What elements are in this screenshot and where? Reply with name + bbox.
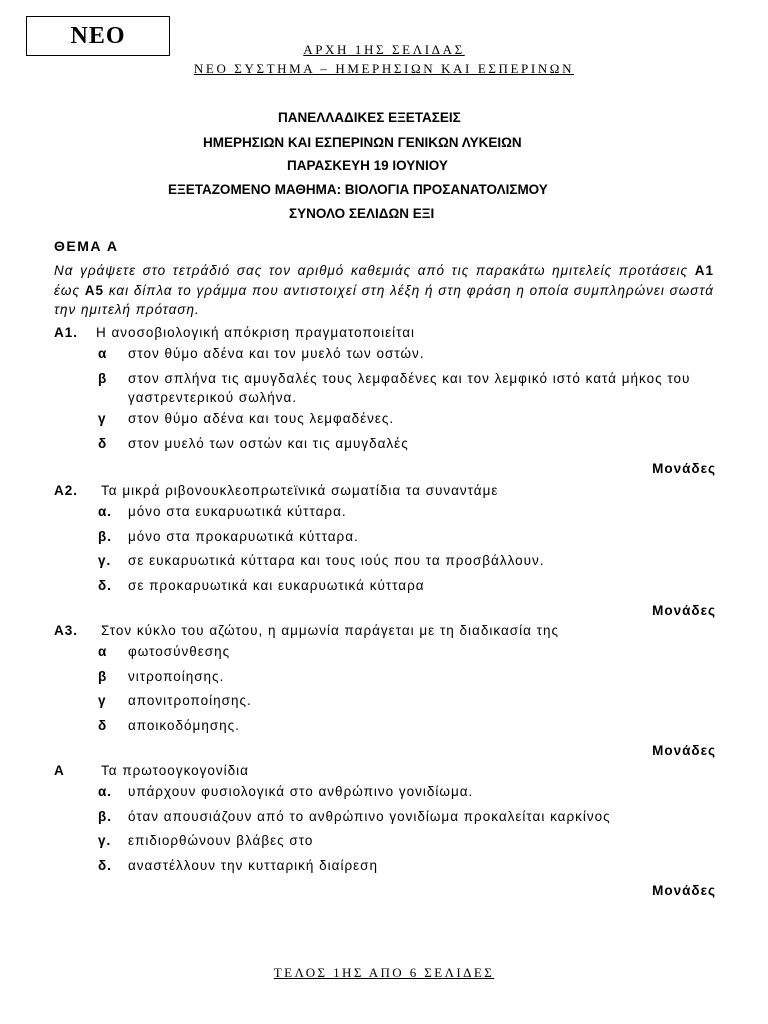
neo-system-badge: ΝΕΟ [26, 16, 170, 56]
page-start-header: ΑΡΧΗ 1ΗΣ ΣΕΛΙΔΑΣ [303, 42, 465, 57]
question-number: Α [54, 763, 65, 778]
section-heading: ΘΕΜΑ Α [54, 238, 119, 254]
exam-subject: ΕΞΕΤΑΖΟΜΕΝΟ ΜΑΘΗΜΑ: ΒΙΟΛΟΓΙΑ ΠΡΟΣΑΝΑΤΟΛΙΣΜΟΥ [168, 182, 548, 197]
exam-title: ΠΑΝΕΛΛΑΔΙΚΕΣ ΕΞΕΤΑΣΕΙΣ [278, 110, 461, 125]
total-pages: ΣΥΝΟΛΟ ΣΕΛΙΔΩΝ ΕΞΙ [289, 206, 435, 221]
points-label: Μονάδες [652, 461, 716, 476]
exam-date: ΠΑΡΑΣΚΕΥΗ 19 ΙΟΥΝΙΟΥ [287, 158, 448, 173]
option: β στον σπλήνα τις αμυγδαλές τους λεμφαδένες και τον λεμφικό ιστό κατά μήκος του γαστρεντερικού σωλήνα. [98, 370, 691, 405]
option: γ στον θύμο αδένα και τους λεμφαδένες. [98, 411, 395, 426]
question-text: Η ανοσοβιολογική απόκριση πραγματοποιείται [96, 325, 416, 340]
option: β. όταν απουσιάζουν από το ανθρώπινο γονιδίωμα προκαλείται καρκίνος [98, 808, 611, 824]
system-header: ΝΕΟ ΣΥΣΤΗΜΑ – ΗΜΕΡΗΣΙΩΝ ΚΑΙ ΕΣΠΕΡΙΝΩΝ [193, 61, 575, 76]
option: γ. σε ευκαρυωτικά κύτταρα και τους ιούς που τα προσβάλλουν. [98, 553, 545, 568]
option: δ. σε προκαρυωτικά και ευκαρυωτικά κύτταρα [98, 577, 425, 593]
question-a3 [54, 620, 716, 762]
option: α στον θύμο αδένα και τον μυελό των οστών. [98, 346, 425, 361]
option: α. υπάρχουν φυσιολογικά στο ανθρώπινο γονιδίωμα. [98, 784, 474, 799]
option: δ αποικοδόμησης. [98, 717, 240, 733]
question-a2 [54, 480, 716, 622]
question-a4 [54, 760, 716, 902]
question-number: Α3. [54, 623, 79, 638]
points-label: Μονάδες [652, 743, 716, 758]
question-number: Α1. [54, 325, 79, 340]
question-a1 [54, 322, 716, 480]
exam-subtitle: ΗΜΕΡΗΣΙΩΝ ΚΑΙ ΕΣΠΕΡΙΝΩΝ ΓΕΝΙΚΩΝ ΛΥΚΕΙΩΝ [203, 135, 522, 150]
question-text: Τα πρωτοογκογονίδια [101, 763, 249, 778]
option: α φωτοσύνθεσης [98, 644, 231, 659]
points-label: Μονάδες [652, 603, 716, 618]
option: α. μόνο στα ευκαρυωτικά κύτταρα. [98, 504, 347, 519]
option: β. μόνο στα προκαρυωτικά κύτταρα. [98, 528, 359, 544]
option: δ. αναστέλλουν την κυτταρική διαίρεση [98, 857, 379, 873]
question-text: Τα μικρά ριβονουκλεοπρωτεϊνικά σωματίδια τα συναντάμε [101, 483, 499, 498]
option: β νιτροποίησης. [98, 668, 225, 684]
page-end-footer: ΤΕΛΟΣ 1ΗΣ ΑΠΟ 6 ΣΕΛΙΔΕΣ [273, 965, 495, 980]
option: δ στον μυελό των οστών και τις αμυγδαλές [98, 435, 409, 451]
question-number: Α2. [54, 483, 79, 498]
points-label: Μονάδες [652, 883, 716, 898]
option: γ. επιδιορθώνουν βλάβες στο [98, 833, 314, 848]
option: γ απονιτροποίησης. [98, 693, 252, 708]
question-text: Στον κύκλο του αζώτου, η αμμωνία παράγεται με τη διαδικασία της [101, 623, 559, 638]
instructions-paragraph: Να γράψετε στο τετράδιό σας τον αριθμό καθεμιάς από τις παρακάτω ημιτελείς προτάσεις Α1 έως Α5 και δίπλα το γράμμα που αντιστοιχεί στη λέξη ή στη φράση η οποία συμπληρώνει σωστά την ημιτελή πρόταση. [54, 263, 714, 317]
